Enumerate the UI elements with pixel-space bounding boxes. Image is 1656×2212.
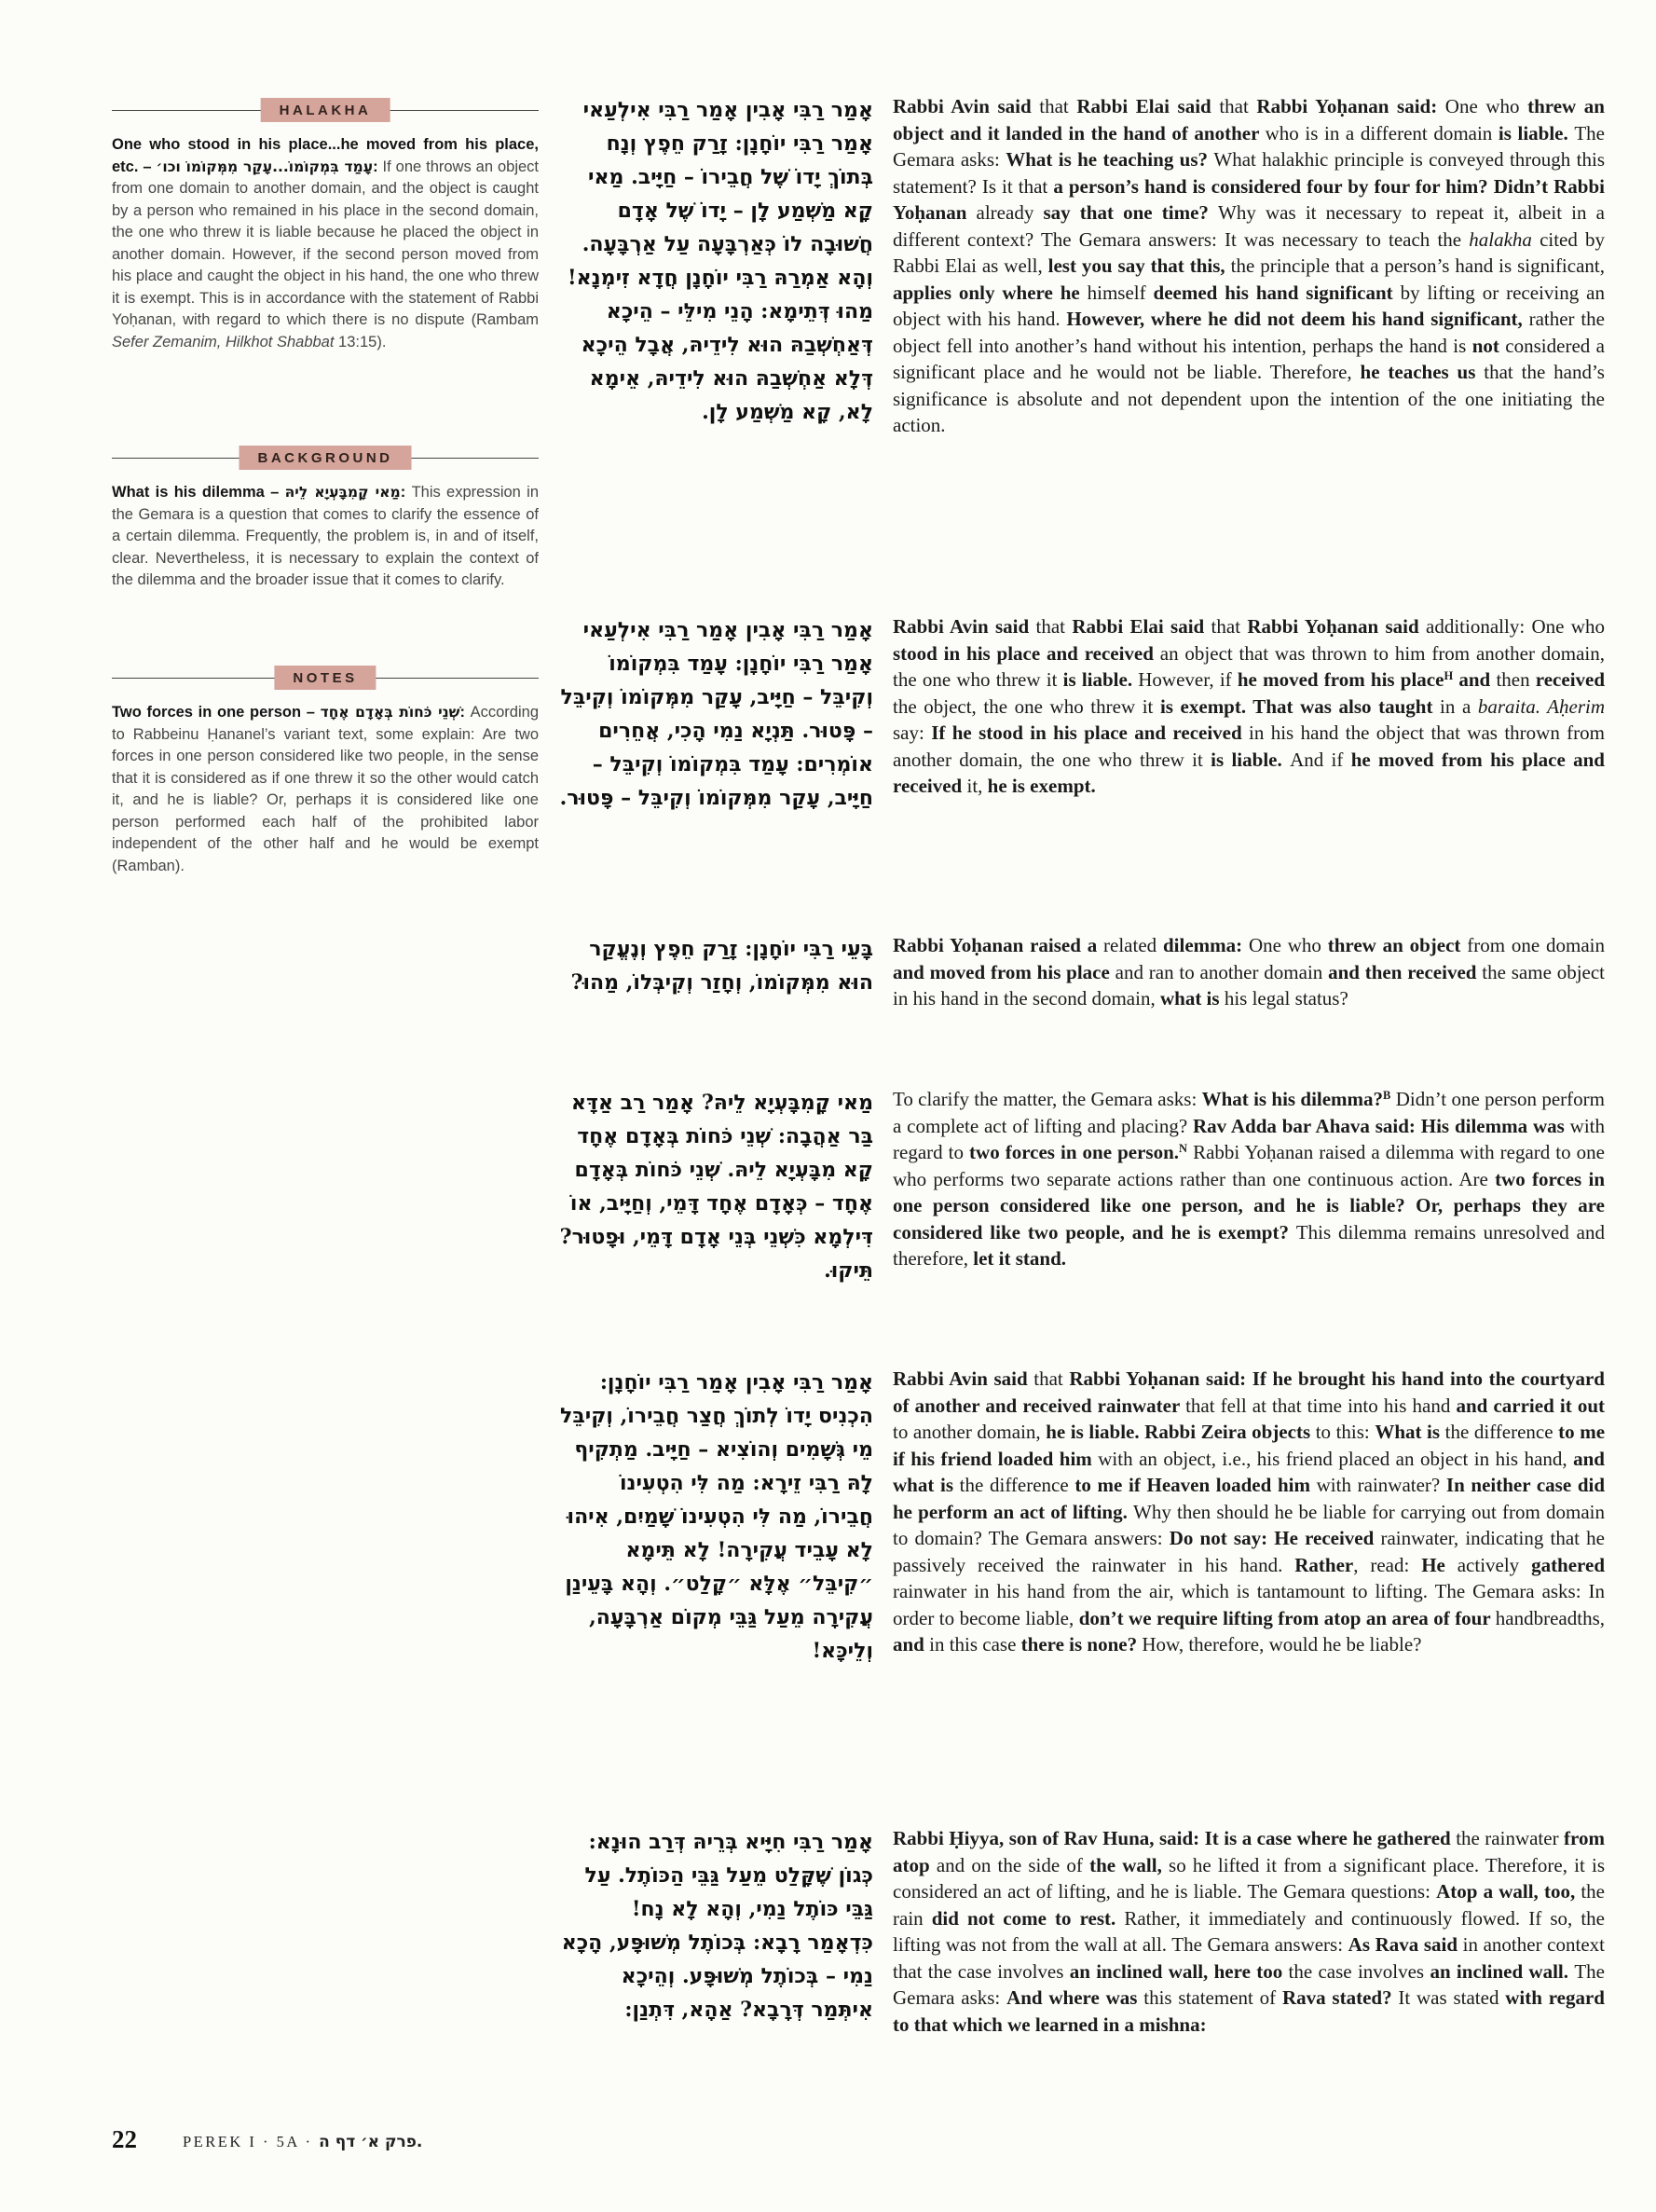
halakha-text: One who stood in his place...he moved from his place, etc. – עָמַד בִּמְקוֹמוֹ...עָקַר מִמְּקוֹמוֹ וכו׳: If one throws an object from one domain to another domain, and the object is caught by a person who remained in his place in the second domain, the one who threw it is liable because he placed the object in another domain. However, if the second person moved from his place and caught the object in his hand, the one who threw it is exempt. This is in accordance with the statement of Rabbi Yoḥanan, with regard to which there is no dispute (Rambam Sefer Zemanim, Hilkhot Shabbat 13:15). (112, 136, 539, 350)
chapter-hebrew-label: פרק א׳ דף ה. (319, 2133, 423, 2151)
hebrew-paragraph-1: אָמַר רַבִּי אָבִין אָמַר רַבִּי אִילְעַאי אָמַר רַבִּי יוֹחָנָן: זָרַק חֵפֶץ וְנָח בְּתוֹךְ יָדוֹ שֶׁל חֲבֵירוֹ – חַיָּיב. מַאי קָא מַשְׁמַע לָן – יָדוֹ שֶׁל אָדָם חֲשׁוּבָה לוֹ כְּאַרְבָּעָה עַל אַרְבָּעָה. וְהָא אַמְרַהּ רַבִּי יוֹחָנָן חֲדָא זִימְנָא! מַהוּ דְּתֵימָא: הָנֵי מִילֵּי – הֵיכָא דְּאַחְשְׁבַהּ הוּא לִידֵיהּ, אֲבָל הֵיכָא דְּלָא אַחְשְׁבַהּ הוּא לִידֵיהּ, אֵימָא לָא, קָא מַשְׁמַע לָן. (568, 98, 873, 424)
notes-text: Two forces in one person – שְׁנֵי כֹּחוֹת בְּאָדָם אֶחָד: According to Rabbeinu Ḥananel’s variant text, some explain: Are two forces in one person considered like two people, in the sense that it is considered as if one threw it so the other would catch it, and he is liable? Or, perhaps it is considered like one person performed each half of the prohibited labor independent of the other half and he would be exempt (Ramban). (112, 704, 539, 874)
halakha-header (112, 98, 539, 124)
hebrew-paragraph-2: אָמַר רַבִּי אָבִין אָמַר רַבִּי אִילְעַאי אָמַר רַבִּי יוֹחָנָן: עָמַד בִּמְקוֹמוֹ וְקִיבֵּל – חַיָּיב, עָקַר מִמְּקוֹמוֹ וְקִיבֵּל – פָּטוּר. תַּנְיָא נַמִי הָכִי, אֲחֵרִים אוֹמְרִים: עָמַד בִּמְקוֹמוֹ וְקִיבֵּל – חַיָּיב, עָקַר מִמְּקוֹמוֹ וְקִיבֵּל – פָּטוּר. (559, 618, 873, 810)
chapter-reference (183, 2133, 422, 2151)
english-paragraph-3: Rabbi Yoḥanan raised a related dilemma: One who threw an object from one domain and moved from his place and ran to another domain and then received the same object in his hand in the second domain, what is his legal status? (893, 934, 1606, 1010)
hebrew-paragraph-3: בָּעֵי רַבִּי יוֹחָנָן: זָרַק חֵפֶץ וְנֶעֱקַר הוּא מִמְּקוֹמוֹ, וְחָזַר וְקִיבְּלוֹ, מַהוּ? (570, 937, 873, 995)
notes-header (112, 666, 539, 692)
background-text: What is his dilemma – מַאי קָמִבָּעְיָא לֵיהּ: This expression in the Gemara is a question that comes to clarify the essence of a certain dilemma. Frequently, the problem is, in and of itself, clear. Nevertheless, it is necessary to explain the context of the dilemma and the broader issue that it comes to clarify. (112, 484, 539, 588)
page-number: 22 (112, 2125, 137, 2153)
background-section (112, 446, 539, 592)
hebrew-paragraph-5: אָמַר רַבִּי אָבִין אָמַר רַבִּי יוֹחָנָן: הִכְנִיס יָדוֹ לְתוֹךְ חֲצַר חֲבֵירוֹ, וְקִיבֵּל מֵי גְּשָׁמִים וְהוֹצִיא – חַיָּיב. מַתְקִיף לָהּ רַבִּי זֵירָא: מַה לִּי הִטְעִינוֹ חֲבֵירוֹ, מַה לִּי הִטְעִינוֹ שָׁמַיִם, אִיהוּ לָא עָבֵיד עֲקִירָה! לָא תֵּימָא ״קִיבֵּל״ אֶלָּא ״קָלַט״. וְהָא בָּעֵינַן עֲקִירָה מֵעַל גַּבֵּי מְקוֹם אַרְבָּעָה, וְלֵיכָּא! (560, 1370, 873, 1663)
chapter-label: PEREK I · 5A · (183, 2133, 320, 2150)
english-paragraph-4: To clarify the matter, the Gemara asks: What is his dilemma?$^B$ Didn’t one person perform a complete act of lifting and placing? Rav Adda bar Ahava said: His dilemma was with regard to two forces in one person.$^N$ Rabbi Yoḥanan raised a dilemma with regard to one who performs two separate actions rather than one continuous action. Are two forces in one person considered like one person, and he is liable? Or, perhaps they are considered like two people, and he is exempt? This dilemma remains unresolved and therefore, let it stand. (893, 1088, 1605, 1270)
background-header (112, 446, 539, 472)
english-paragraph-5: Rabbi Avin said that Rabbi Yoḥanan said: If he brought his hand into the courtyard of another and received rainwater that fell at that time into his hand and carried it out to another domain, he is liable. Rabbi Zeira objects to this: What is the difference to me if his friend loaded him with an object, i.e., his friend placed an object in his hand, and what is the difference to me if Heaven loaded him with rainwater? In neither case did he perform an act of lifting. Why then should he be liable for carrying out from domain to domain? The Gemara answers: Do not say: He received rainwater, indicating that he passively received the rainwater in his hand. Rather, read: He actively gathered rainwater in his hand from the air, which is tantamount to lifting. The Gemara asks: In order to become liable, don’t we require lifting from atop an area of four handbreadths, and in this case there is none? How, therefore, would he be liable? (893, 1367, 1606, 1656)
english-paragraph-1: Rabbi Avin said that Rabbi Elai said that Rabbi Yoḥanan said: One who threw an object and it landed in the hand of another who is in a different domain is liable. The Gemara asks: What is he teaching us? What halakhic principle is conveyed through this statement? Is it that a person’s hand is considered four by four for him? Didn’t Rabbi Yoḥanan already say that one time? Why was it necessary to repeat it, albeit in a different context? The Gemara answers: It was necessary to teach the halakha cited by Rabbi Elai as well, lest you say that this, the principle that a person’s hand is significant, applies only where he himself deemed his hand significant by lifting or receiving an object with his hand. However, where he did not deem his hand significant, rather the object fell into another’s hand without his intention, perhaps the hand is not considered a significant place and he would not be liable. Therefore, he teaches us that the hand’s significance is absolute and not dependent upon the intention of the one initiating the action. (893, 95, 1606, 436)
english-paragraph-2: Rabbi Avin said that Rabbi Elai said that Rabbi Yoḥanan said additionally: One who stood in his place and received an object that was thrown to him from another domain, the one who threw it is liable. However, if he moved from his place$^H$ and then received the object, the one who threw it is exempt. That was also taught in a baraita. Aḥerim say: If he stood in his place and received in his hand the object that was thrown from another domain, the one who threw it is liable. And if he moved from his place and received it, he is exempt. (893, 615, 1606, 797)
background-title: BACKGROUND (240, 446, 412, 470)
halakha-title: HALAKHA (261, 98, 390, 122)
hebrew-paragraph-4: מַאי קָמִבָּעְיָא לֵיהּ? אָמַר רַב אַדָּא בַּר אַהֲבָה: שְׁנֵי כֹּחוֹת בְּאָדָם אֶחָד קָא מִבָּעְיָא לֵיהּ. שְׁנֵי כֹּחוֹת בְּאָדָם אֶחָד – כְּאָדָם אֶחָד דָּמֵי, וְחַיָּיב, אוֹ דִּילְמָא כִּשְׁנֵי בְּנֵי אָדָם דָּמֵי, וּפָטוּר? תֵּיקוּ. (559, 1091, 873, 1283)
english-paragraph-6: Rabbi Ḥiyya, son of Rav Huna, said: It is a case where he gathered the rainwater from atop and on the side of the wall, so he lifted it from a significant place. Therefore, it is considered an act of lifting, and he is liable. The Gemara questions: Atop a wall, too, the rain did not come to rest. Rather, it immediately and continuously flowed. If so, the lifting was not from the wall at all. The Gemara answers: As Rava said in another context that the case involves an inclined wall, here too the case involves an inclined wall. The Gemara asks: And where was this statement of Rava stated? It was stated with regard to that which we learned in a mishna: (893, 1827, 1605, 2036)
notes-section (112, 666, 539, 877)
hebrew-paragraph-6: אָמַר רַבִּי חִיָּיא בְּרֵיהּ דְּרַב הוּנָא: כְּגוֹן שֶׁקָּלַט מֵעַל גַּבֵּי הַכּוֹתֶל. עַל גַּבֵּי כּוֹתֶל נַמִי, וְהָא לָא נָח! כִּדְאָמַר רָבָא: בְּכוֹתֶל מְשׁוּפָּע, הָכָא נַמִי – בְּכוֹתֶל מְשׁוּפָּע. וְהֵיכָא אִיתְּמַר דְּרָבָא? אַהָא, דִּתְנַן: (561, 1830, 873, 2022)
halakha-section (112, 98, 539, 353)
notes-title: NOTES (274, 666, 376, 690)
